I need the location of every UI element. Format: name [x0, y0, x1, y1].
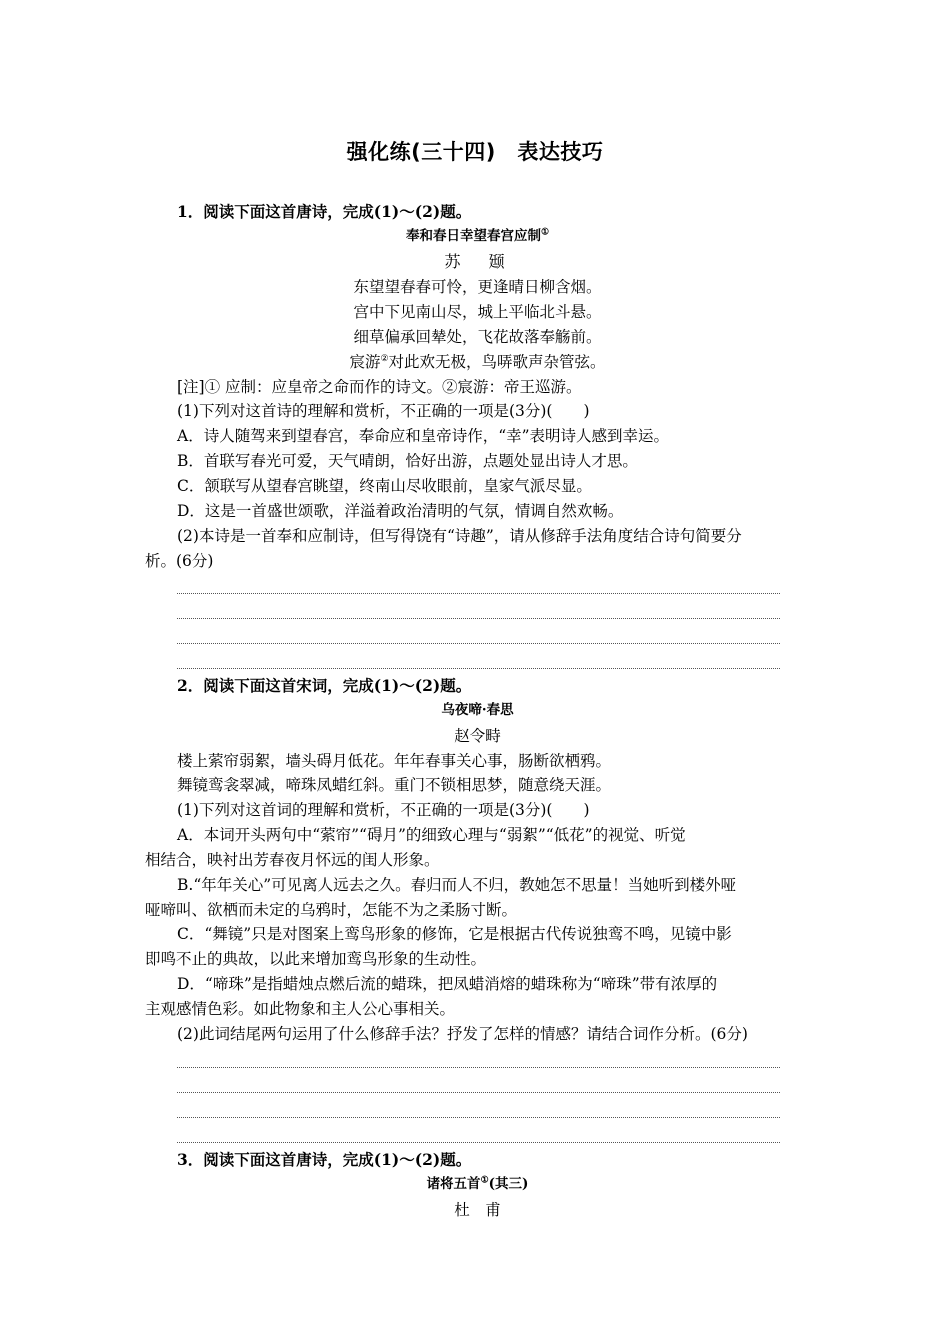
answer-line[interactable]	[177, 593, 780, 594]
footnote-marker: ①	[480, 1175, 489, 1186]
q1-poem-line: 细草偏承回辇处，飞花故落奉觞前。	[353, 328, 602, 346]
footnote-marker: ①	[540, 227, 550, 238]
answer-line[interactable]	[177, 668, 780, 669]
q1-option-d: D．这是一首盛世颂歌，洋溢着政治清明的气氛，情调自然欢畅。	[177, 502, 624, 520]
q2-option-b: B.“年年关心”可见离人远去之久。春归而人不归，教她怎不思量！当她听到楼外哑	[177, 876, 737, 894]
q2-option-c: C．“舞镜”只是对图案上鸾鸟形象的修饰，它是根据古代传说独鸾不鸣，见镜中影	[177, 925, 732, 943]
page-title: 强化练(三十四) 表达技巧	[346, 140, 604, 164]
q1-poem-line: 宫中下见南山尽，城上平临北斗悬。	[353, 303, 602, 321]
answer-line[interactable]	[177, 1092, 780, 1093]
q1-poem-line: 东望望春春可怜，更逢晴日柳含烟。	[353, 278, 602, 296]
q3-poem-title: 诸将五首①(其三)	[426, 1175, 529, 1192]
q2-option-a: A．本词开头两句中“萦帘”“碍月”的细致心理与“弱絮”“低花”的视觉、听觉	[177, 826, 686, 844]
q2-poem-line: 楼上萦帘弱絮，墙头碍月低花。年年春事关心事，肠断欲栖鸦。	[177, 752, 612, 770]
q2-poem-line: 舞镜鸾衾翠减，啼珠凤蜡红斜。重门不锁相思梦，随意绕天涯。	[177, 776, 612, 794]
q1-poem-title: 奉和春日幸望春宫应制①	[405, 227, 550, 244]
q1-poem-line: 宸游②对此欢无极，鸟哢歌声杂管弦。	[349, 353, 606, 371]
q1-poem-author: 苏 颋	[444, 252, 511, 271]
answer-line[interactable]	[177, 643, 780, 644]
q2-poem-title: 乌夜啼·春思	[441, 702, 514, 718]
q2-subquestion-2: (2)此词结尾两句运用了什么修辞手法？抒发了怎样的情感？请结合词作分析。(6分)	[177, 1025, 748, 1043]
q1-option-c: C．颔联写从望春宫眺望，终南山尽收眼前，皇家气派尽显。	[177, 477, 592, 495]
q2-option-c-cont: 即鸣不止的典故，以此来增加鸾鸟形象的生动性。	[145, 950, 487, 968]
question-2-heading: 2．阅读下面这首宋词，完成(1)～(2)题。	[177, 676, 472, 695]
answer-line[interactable]	[177, 1117, 780, 1118]
q2-poem-author: 赵令畤	[454, 727, 501, 745]
q1-subquestion-2: (2)本诗是一首奉和应制诗，但写得饶有“诗趣”，请从修辞手法角度结合诗句简要分	[177, 527, 742, 545]
question-3-heading: 3．阅读下面这首唐诗，完成(1)～(2)题。	[177, 1150, 472, 1169]
q2-option-d: D．“啼珠”是指蜡烛点燃后流的蜡珠，把凤蜡消熔的蜡珠称为“啼珠”带有浓厚的	[177, 975, 718, 993]
q1-subquestion-1: (1)下列对这首诗的理解和赏析，不正确的一项是(3分)( )	[177, 402, 590, 420]
answer-line[interactable]	[177, 618, 780, 619]
answer-line[interactable]	[177, 1142, 780, 1143]
q1-annotation: [注]① 应制：应皇帝之命而作的诗文。②宸游：帝王巡游。	[177, 378, 582, 396]
q3-poem-author: 杜 甫	[454, 1201, 501, 1219]
footnote-marker: ②	[380, 353, 389, 364]
answer-line[interactable]	[177, 1067, 780, 1068]
q2-option-b-cont: 哑啼叫、欲栖而未定的乌鸦时，怎能不为之柔肠寸断。	[145, 901, 518, 919]
q2-option-d-cont: 主观感情色彩。如此物象和主人公心事相关。	[145, 1000, 456, 1018]
q1-option-b: B．首联写春光可爱，天气晴朗，恰好出游，点题处显出诗人才思。	[177, 452, 638, 470]
q1-option-a: A．诗人随驾来到望春宫，奉命应和皇帝诗作，“幸”表明诗人感到幸运。	[177, 427, 670, 445]
q2-subquestion-1: (1)下列对这首词的理解和赏析，不正确的一项是(3分)( )	[177, 801, 590, 819]
question-1-heading: 1．阅读下面这首唐诗，完成(1)～(2)题。	[177, 202, 472, 221]
q2-option-a-cont: 相结合，映衬出芳春夜月怀远的闺人形象。	[145, 851, 440, 869]
q1-subquestion-2-cont: 析。(6分)	[145, 552, 214, 570]
